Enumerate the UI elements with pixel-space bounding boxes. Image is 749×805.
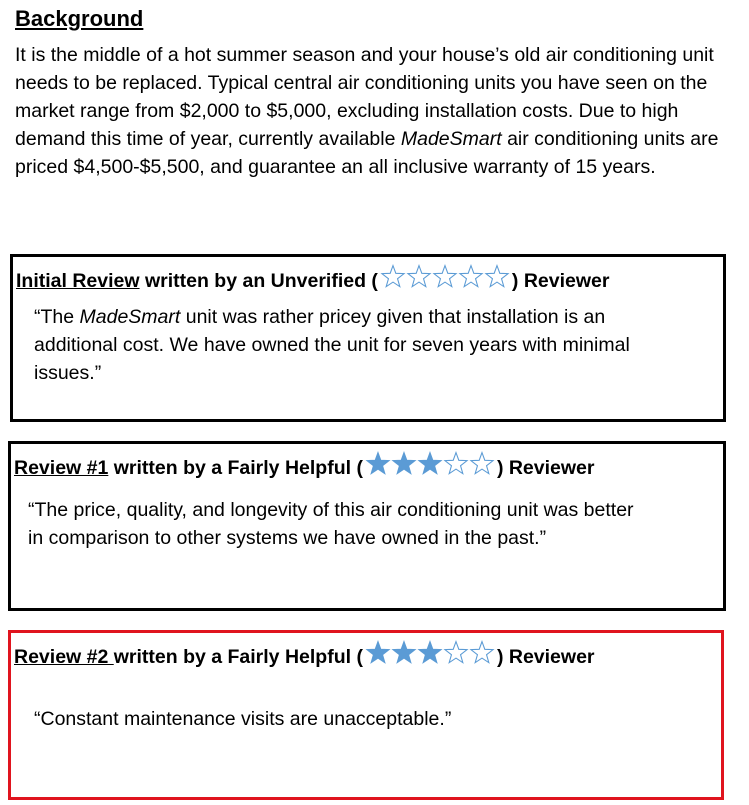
review-1-tag: Review #1 <box>14 457 109 479</box>
initial-review-quote-brand: MadeSmart <box>79 306 181 328</box>
filled-star-icon <box>365 640 391 666</box>
filled-star-icon <box>365 451 391 477</box>
empty-star-icon <box>469 451 495 477</box>
review-1-quote: “The price, quality, and longevity of this air conditioning unit was better in comparison to other systems we have owned in the past.” <box>28 499 634 549</box>
review-1-box <box>8 441 726 611</box>
background-text-part2: air conditioning units are priced $4,500-$5,500, and guarantee an all inclusive warranty of 15 years. <box>15 128 719 178</box>
background-paragraph <box>15 41 745 181</box>
initial-review-box <box>10 254 726 422</box>
initial-review-tag: Initial Review <box>16 270 140 292</box>
empty-star-icon <box>406 264 432 290</box>
background-brand-name: MadeSmart <box>400 128 502 150</box>
filled-star-icon <box>391 451 417 477</box>
review-1-byline: written by a Fairly Helpful ( <box>108 457 363 479</box>
review-1-header <box>14 451 595 484</box>
review-2-byline: written by a Fairly Helpful ( <box>113 646 363 668</box>
initial-review-header <box>16 264 609 297</box>
filled-star-icon <box>417 451 443 477</box>
background-text-part1: It is the middle of a hot summer season and your house’s old air conditioning unit needs to be replaced. Typical central air conditioning units you have seen on the market range from $2,000 to $5,000, excluding installation costs. Due to high demand this time of year, currently available <box>15 44 714 150</box>
filled-star-icon <box>417 640 443 666</box>
background-heading: Background <box>15 6 144 31</box>
empty-star-icon <box>484 264 510 290</box>
review-1-byline-end: ) Reviewer <box>496 457 595 479</box>
filled-star-icon <box>391 640 417 666</box>
empty-star-icon <box>443 640 469 666</box>
review-2-tag: Review #2 <box>14 646 114 668</box>
review-2-rating-stars <box>365 640 495 673</box>
initial-review-byline-end: ) Reviewer <box>511 270 610 292</box>
empty-star-icon <box>458 264 484 290</box>
empty-star-icon <box>432 264 458 290</box>
initial-review-quote-part1: “The <box>34 306 80 328</box>
empty-star-icon <box>469 640 495 666</box>
empty-star-icon <box>443 451 469 477</box>
empty-star-icon <box>380 264 406 290</box>
initial-review-rating-stars <box>380 264 510 297</box>
review-2-quote: “Constant maintenance visits are unacceptable.” <box>34 708 452 730</box>
initial-review-byline: written by an Unverified ( <box>139 270 378 292</box>
review-2-header <box>14 640 595 673</box>
review-1-rating-stars <box>365 451 495 484</box>
initial-review-quote-part2: unit was rather pricey given that installation is an additional cost. We have owned the unit for seven years with minimal issues.” <box>34 306 630 384</box>
review-2-box <box>8 630 724 800</box>
review-2-byline-end: ) Reviewer <box>496 646 595 668</box>
initial-review-quote <box>34 303 654 387</box>
